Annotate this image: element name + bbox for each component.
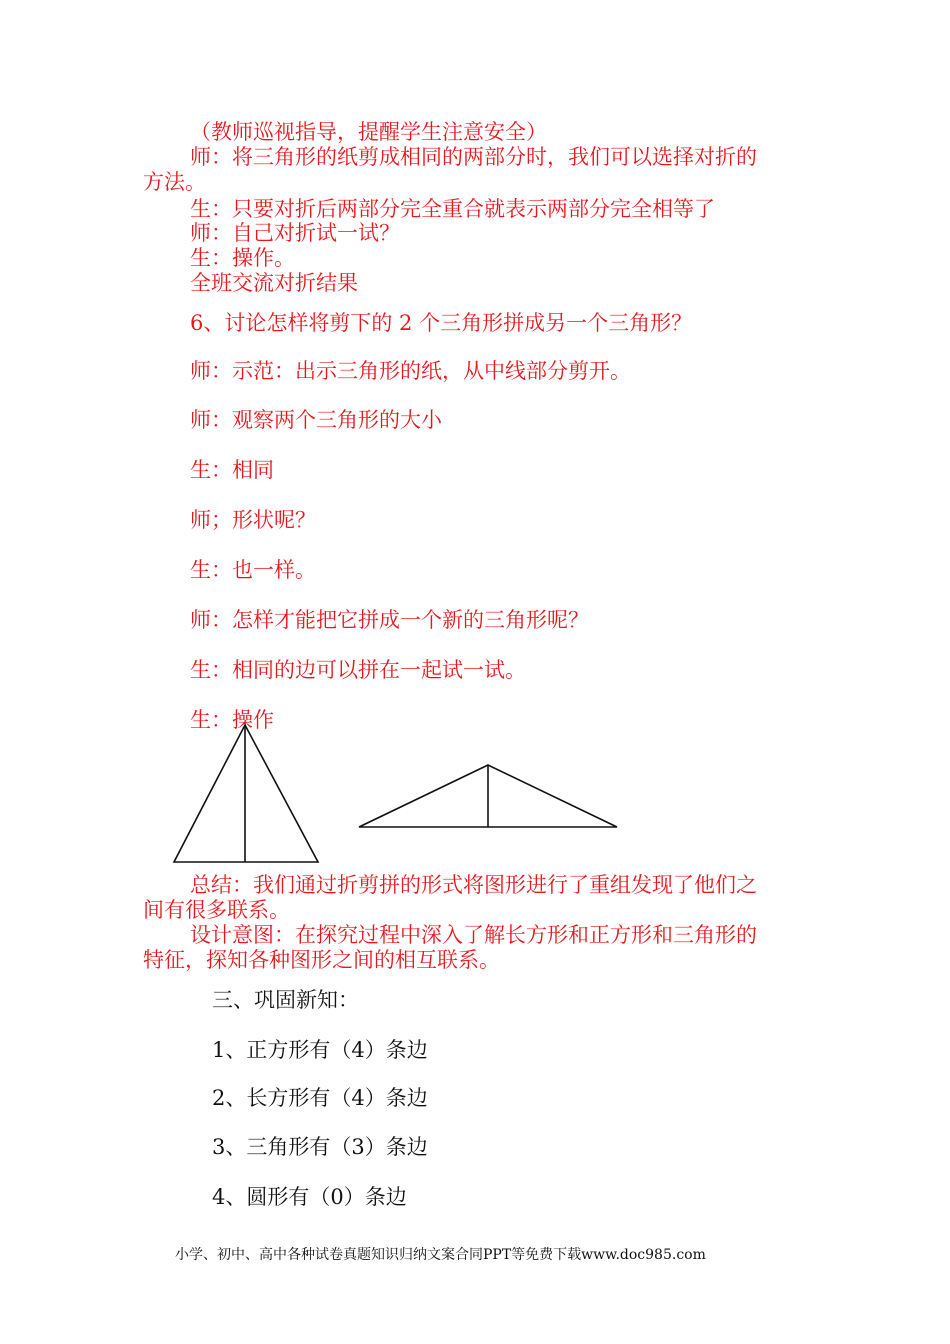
exercise-item: 1、正方形有（4）条边 xyxy=(212,1038,428,1062)
exercise-item: 2、长方形有（4）条边 xyxy=(212,1086,428,1110)
dialogue-line: 师：将三角形的纸剪成相同的两部分时，我们可以选择对折的 xyxy=(190,145,757,169)
dialogue-line: 师；形状呢？ xyxy=(190,508,316,532)
tall-triangle xyxy=(174,725,318,862)
summary-line: 总结：我们通过折剪拼的形式将图形进行了重组发现了他们之 xyxy=(190,873,757,897)
tall-triangle-diagram xyxy=(174,725,318,862)
design-intent-line: 设计意图：在探究过程中深入了解长方形和正方形和三角形的 xyxy=(190,923,757,947)
exercise-item: 4、圆形有（0）条边 xyxy=(212,1185,407,1209)
dialogue-line: 方法。 xyxy=(143,170,206,194)
dialogue-line: 生：只要对折后两部分完全重合就表示两部分完全相等了 xyxy=(190,197,715,221)
question-heading: 6、讨论怎样将剪下的 2 个三角形拼成另一个三角形？ xyxy=(190,311,693,335)
page-footer: 小学、初中、高中各种试卷真题知识归纳文案合同PPT等免费下载www.doc985.com xyxy=(175,1247,706,1263)
dialogue-line: 师：自己对折试一试？ xyxy=(190,221,400,245)
design-intent-line: 特征，探知各种图形之间的相互联系。 xyxy=(143,948,500,972)
dialogue-line: 生：也一样。 xyxy=(190,558,316,582)
dialogue-line: 生：操作 xyxy=(190,708,274,732)
dialogue-line: 全班交流对折结果 xyxy=(190,271,358,295)
dialogue-line: 生：相同 xyxy=(190,458,274,482)
dialogue-line: （教师巡视指导，提醒学生注意安全） xyxy=(190,120,547,144)
dialogue-line: 生：操作。 xyxy=(190,246,295,270)
dialogue-line: 师：示范：出示三角形的纸，从中线部分剪开。 xyxy=(190,359,631,383)
dialogue-line: 师：观察两个三角形的大小 xyxy=(190,408,442,432)
summary-line: 间有很多联系。 xyxy=(143,898,290,922)
exercise-item: 3、三角形有（3）条边 xyxy=(212,1135,428,1159)
flat-triangle-diagram xyxy=(359,765,617,827)
dialogue-line: 师：怎样才能把它拼成一个新的三角形呢？ xyxy=(190,608,589,632)
dialogue-line: 生：相同的边可以拼在一起试一试。 xyxy=(190,658,526,682)
consolidation-heading: 三、巩固新知： xyxy=(212,988,359,1012)
